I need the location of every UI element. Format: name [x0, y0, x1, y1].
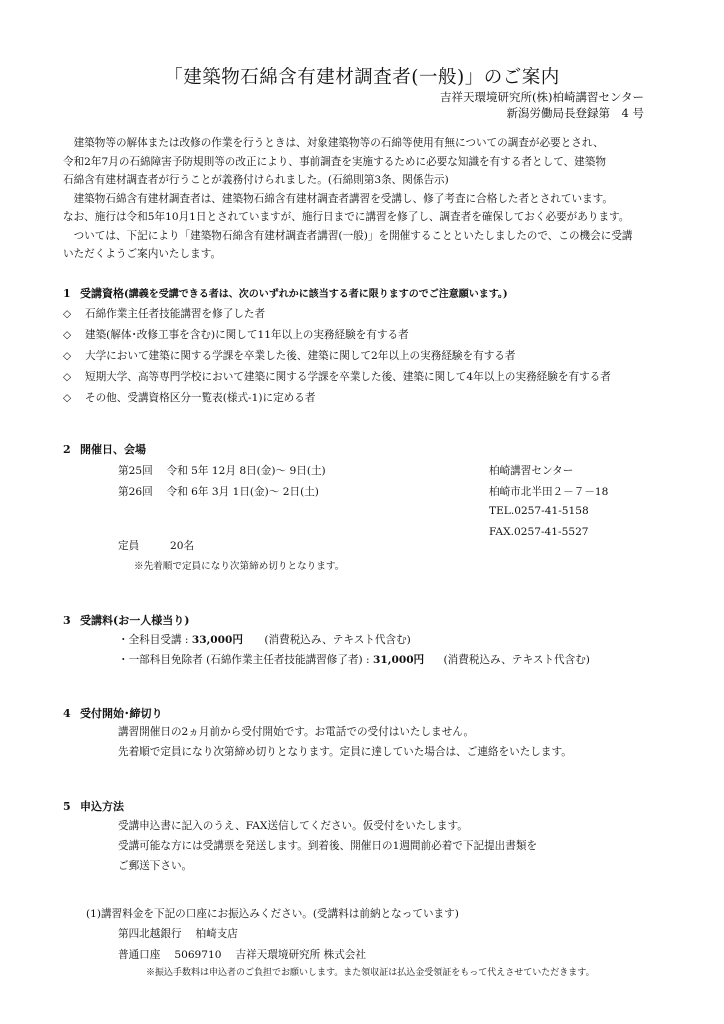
diamond-bullet-icon: ◇	[63, 308, 72, 320]
payment-note: ※振込手数料は申込者のご負担でお願いします。また領収証は払込金受領証をもって代えさせていただきます。	[146, 968, 595, 978]
registration-number: 新潟労働局長登録第 4 号	[506, 106, 644, 120]
section-1-heading	[63, 285, 508, 301]
qualification-item	[63, 390, 315, 405]
section-number: 5	[63, 800, 71, 813]
fee-amount: 31,000円	[373, 654, 425, 666]
venue-address: 柏崎市北半田２－７－18	[489, 486, 609, 498]
reception-line: 講習開催日の2ヵ月前から受付開始です。お電話での受付はいたしません。	[118, 726, 475, 738]
page-title: 「建築物石綿含有建材調査者(一般)」のご案内	[164, 67, 560, 88]
intro-line: 建築物石綿含有建材調査者は、建築物石綿含有建材調査者講習を受講し、修了考査に合格した者とされています。	[63, 192, 614, 205]
capacity-label: 定員	[118, 540, 140, 552]
fee-partial	[118, 652, 590, 667]
fee-note: (消費税込み、テキスト代含む)	[443, 654, 590, 666]
qualification-item	[63, 369, 611, 384]
fee-label: ・全科目受講 :	[118, 634, 189, 646]
organization-block	[440, 89, 644, 121]
intro-line: 石綿含有建材調査者が行うことが義務付けられました。(石綿則第3条、関係告示)	[63, 174, 449, 186]
section-number: 1	[63, 287, 71, 300]
diamond-bullet-icon: ◇	[63, 329, 72, 341]
section-2-heading	[63, 441, 146, 457]
intro-paragraph	[63, 134, 633, 264]
organization-name: 吉祥天環境研究所(株)柏崎講習センター	[439, 90, 644, 104]
section-4-heading	[63, 705, 163, 721]
section-3-heading	[63, 612, 189, 628]
section-title: 申込方法	[80, 800, 124, 813]
qualification-item	[63, 327, 409, 342]
diamond-bullet-icon: ◇	[63, 371, 72, 383]
fee-note: (消費税込み、テキスト代含む)	[264, 634, 411, 646]
section-note: (講義を受講できる者は、次のいずれかに該当する者に限りますのでご注意願います。)	[124, 289, 508, 300]
fee-full	[118, 632, 411, 647]
section-number: 3	[63, 614, 71, 627]
section-5-heading	[63, 798, 124, 814]
qualification-text: 短期大学、高等専門学校において建築に関する学課を卒業した後、建築に関して4年以上の実務経験を有する者	[85, 371, 611, 383]
capacity-note: ※先着順で定員になり次第締め切りとなります。	[134, 561, 345, 572]
section-title: 受講料(お一人様当り)	[80, 614, 190, 627]
intro-line: 令和2年7月の石綿障害予防規則等の改正により、事前調査を実施するために必要な知識を有する者として、建築物	[63, 155, 606, 168]
payment-instruction: (1)講習料金を下記の口座にお振込みください。(受講料は前納となっています)	[86, 908, 459, 920]
fee-amount: 33,000円	[191, 634, 244, 646]
reception-line: 先着順で定員になり次第締め切りとなります。定員に達していた場合は、ご連絡をいたします。	[118, 746, 572, 758]
intro-line: ついては、下記により「建築物石綿含有建材調査者講習(一般)」を開催することといたしましたので、この機会に受講	[63, 229, 633, 242]
section-title: 受付開始･締切り	[80, 707, 163, 720]
section-title: 受講資格	[80, 287, 124, 300]
qualification-item	[63, 348, 516, 363]
session-date: 第25回 令和 5年 12月 8日(金)～ 9日(土)	[118, 465, 326, 477]
fee-label: ・一部科目免除者 (石綿作業主任者技能講習修了者) :	[118, 654, 370, 666]
venue-name: 柏崎講習センター	[489, 465, 574, 477]
section-number: 4	[63, 707, 71, 720]
qualification-item	[63, 306, 265, 321]
diamond-bullet-icon: ◇	[63, 392, 72, 404]
qualification-text: 石綿作業主任者技能講習を修了した者	[85, 308, 266, 320]
application-line: ご郵送下さい。	[118, 860, 193, 872]
intro-line: なお、施行は令和5年10月1日とされていますが、施行日までに講習を修了し、調査者を確保しておく必要があります。	[63, 211, 630, 223]
intro-line: いただくようご案内いたします。	[63, 248, 222, 260]
bank-name: 第四北越銀行 柏崎支店	[118, 928, 238, 940]
capacity-value: 20名	[170, 540, 195, 552]
qualification-text: 建築(解体･改修工事を含む)に関して11年以上の実務経験を有する者	[85, 329, 409, 341]
section-title: 開催日、会場	[80, 443, 146, 456]
venue-tel: TEL.0257-41-5158	[489, 505, 589, 517]
section-number: 2	[63, 443, 71, 456]
intro-line: 建築物等の解体または改修の作業を行うときは、対象建築物等の石綿等使用有無についての調査が必要とされ、	[63, 137, 604, 149]
application-line: 受講申込書に記入のうえ、FAX送信してください。仮受付をいたします。	[118, 820, 468, 832]
application-line: 受講可能な方には受講票を発送します。到着後、開催日の1週間前必着で下記提出書類を	[118, 840, 538, 852]
diamond-bullet-icon: ◇	[63, 350, 72, 362]
bank-account: 普通口座 5069710 吉祥天環境研究所 株式会社	[118, 949, 366, 961]
qualification-text: 大学において建築に関する学課を卒業した後、建築に関して2年以上の実務経験を有する者	[85, 350, 516, 362]
venue-fax: FAX.0257-41-5527	[489, 526, 589, 538]
qualification-text: その他、受講資格区分一覧表(様式-1)に定める者	[85, 392, 316, 404]
session-date: 第26回 令和 6年 3月 1日(金)～ 2日(土)	[118, 486, 319, 498]
